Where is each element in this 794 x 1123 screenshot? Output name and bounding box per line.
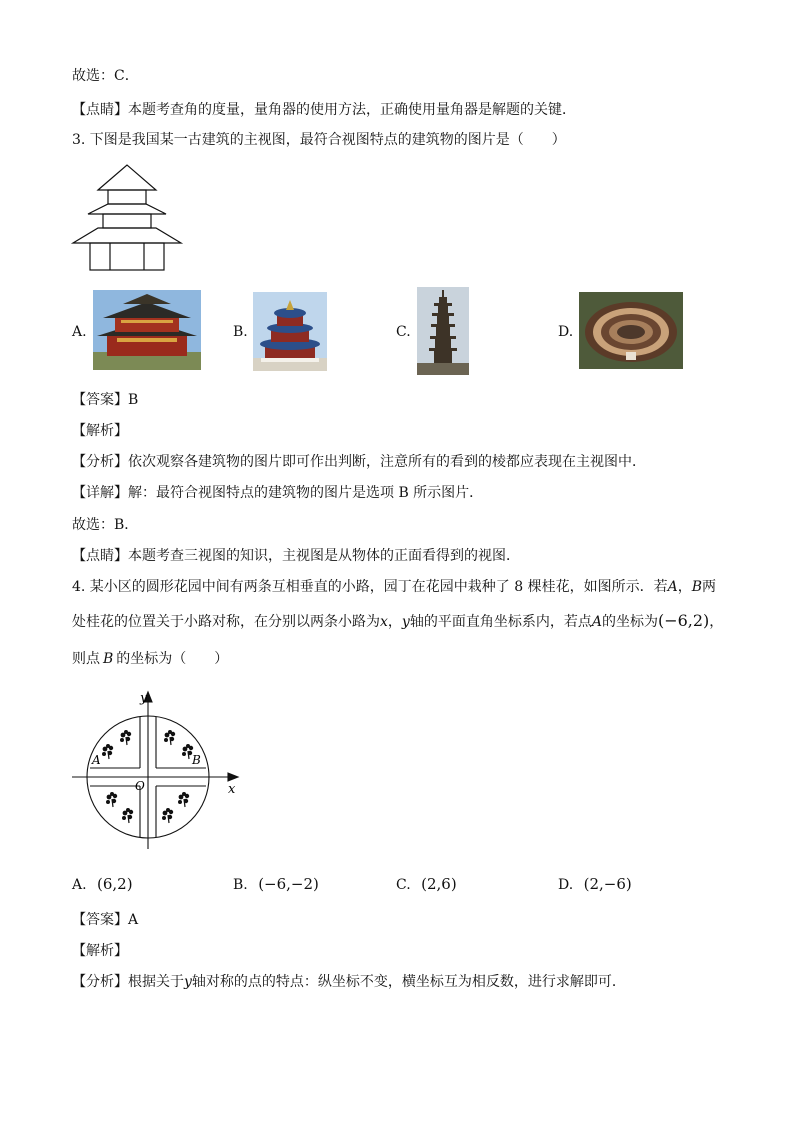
q3-option-d-label: D.: [558, 324, 574, 340]
q4-option-c-value: (2,6): [421, 875, 457, 893]
garden-coordinate-figure: [68, 687, 248, 855]
choice-3-line: [72, 515, 138, 535]
q4-option-d-letter: D.: [558, 877, 574, 893]
answer-3-line: [72, 390, 138, 410]
q4-coordinate-a: (−6,2): [657, 611, 710, 630]
q4-text-b: 两: [702, 579, 717, 595]
y-axis-label: y: [140, 691, 148, 706]
analysis-4-summary: [72, 972, 626, 992]
q4-option-a-letter: A.: [72, 877, 87, 893]
temple-of-heaven-photo: [253, 292, 327, 371]
q4-option-a: [72, 874, 133, 895]
pagoda-photo: [417, 287, 469, 375]
summary-3-tag: 【分析】: [72, 454, 128, 470]
analysis-4-tag: 【解析】: [72, 943, 128, 959]
remark-text: 本题考查角的度量，量角器的使用方法，正确使用量角器是解题的关键．: [128, 102, 576, 118]
q4-line2-text-d: ，: [709, 614, 724, 630]
conclusion-line: [72, 66, 139, 86]
question-3-stem: [72, 130, 566, 150]
q4-line3-text-a: 则点: [72, 651, 100, 667]
q4-y-axis: y: [401, 614, 410, 630]
analysis-4-heading: [72, 941, 128, 961]
q4-point-a-2: A: [591, 614, 602, 630]
front-view-figure: [70, 160, 185, 274]
analysis-3-tag: 【解析】: [72, 423, 128, 439]
origin-label: O: [135, 779, 145, 793]
tulou-photo: [579, 292, 683, 369]
q4-option-b: [233, 874, 319, 895]
q4-option-b-value: (−6,−2): [258, 875, 319, 893]
q4-point-b-2: B: [103, 651, 114, 667]
q4-text-a: 4. 某小区的圆形花园中间有两条互相垂直的小路，园丁在花园中栽种了 8 棵桂花，如图所示．若: [72, 579, 668, 595]
detail-3-line: [72, 483, 483, 503]
answer-3-value: B: [128, 392, 139, 408]
q3-option-c-label: C.: [396, 324, 411, 340]
choice-3-text: 故选：B．: [72, 517, 139, 533]
answer-4-value: A: [128, 912, 139, 928]
remark-tag: 【点睛】: [72, 102, 128, 118]
remark-line: [72, 100, 576, 120]
detail-3-tag: 【详解】: [72, 485, 128, 501]
analysis-3-heading: [72, 421, 128, 441]
summary-3-text: 依次观察各建筑物的图片即可作出判断，注意所有的看到的棱都应表现在主视图中．: [128, 454, 646, 470]
remark-3-line: [72, 546, 520, 566]
summary-4-tag: 【分析】: [72, 974, 128, 990]
question-4-stem-line-1: [72, 577, 716, 597]
q4-option-d: [558, 874, 632, 895]
point-a-label: A: [92, 753, 101, 767]
conclusion-text: 故选：C．: [72, 68, 139, 84]
q4-option-a-value: (6,2): [97, 875, 133, 893]
summary-4-text-b: 轴对称的点的特点：纵坐标不变，横坐标互为相反数，进行求解即可．: [191, 974, 626, 990]
q3-option-b-label: B.: [233, 324, 248, 340]
remark-3-tag: 【点睛】: [72, 548, 128, 564]
summary-4-y-axis: y: [184, 974, 192, 990]
summary-4-text-a: 根据关于: [128, 974, 184, 990]
remark-3-text: 本题考查三视图的知识，主视图是从物体的正面看得到的视图．: [128, 548, 520, 564]
answer-4-tag: 【答案】: [72, 912, 128, 928]
q4-line2-text-b: 轴的平面直角坐标系内，若点: [409, 614, 592, 630]
q4-point-a: A: [667, 579, 678, 595]
q4-line2-text-a: 处桂花的位置关于小路对称，在分别以两条小路为: [72, 614, 380, 630]
yueyang-tower-photo: [93, 290, 201, 370]
q4-line2-text-c: 的坐标为: [601, 614, 658, 630]
q4-comma: ，: [677, 579, 692, 595]
q4-option-b-letter: B.: [233, 877, 248, 893]
question-4-stem-line-2: [72, 611, 723, 632]
point-b-label: B: [192, 753, 201, 767]
x-axis-label: x: [228, 782, 236, 797]
q4-line3-text-b: 的坐标为（ ）: [116, 651, 229, 667]
q3-option-a-label: A.: [72, 324, 87, 340]
answer-3-tag: 【答案】: [72, 392, 128, 408]
question-3-text: 3. 下图是我国某一古建筑的主视图，最符合视图特点的建筑物的图片是（ ）: [72, 132, 566, 148]
q4-x-axis: x: [380, 614, 388, 630]
q4-option-c: [396, 874, 457, 895]
question-4-stem-line-3: [72, 649, 228, 669]
detail-3-text: 解：最符合视图特点的建筑物的图片是选项 B 所示图片．: [128, 485, 484, 501]
q4-option-d-value: (2,−6): [583, 875, 632, 893]
q4-option-c-letter: C.: [396, 877, 411, 893]
analysis-3-summary: [72, 452, 646, 472]
answer-4-line: [72, 910, 138, 930]
q4-point-b: B: [691, 579, 703, 595]
q4-separator: ，: [387, 614, 402, 630]
